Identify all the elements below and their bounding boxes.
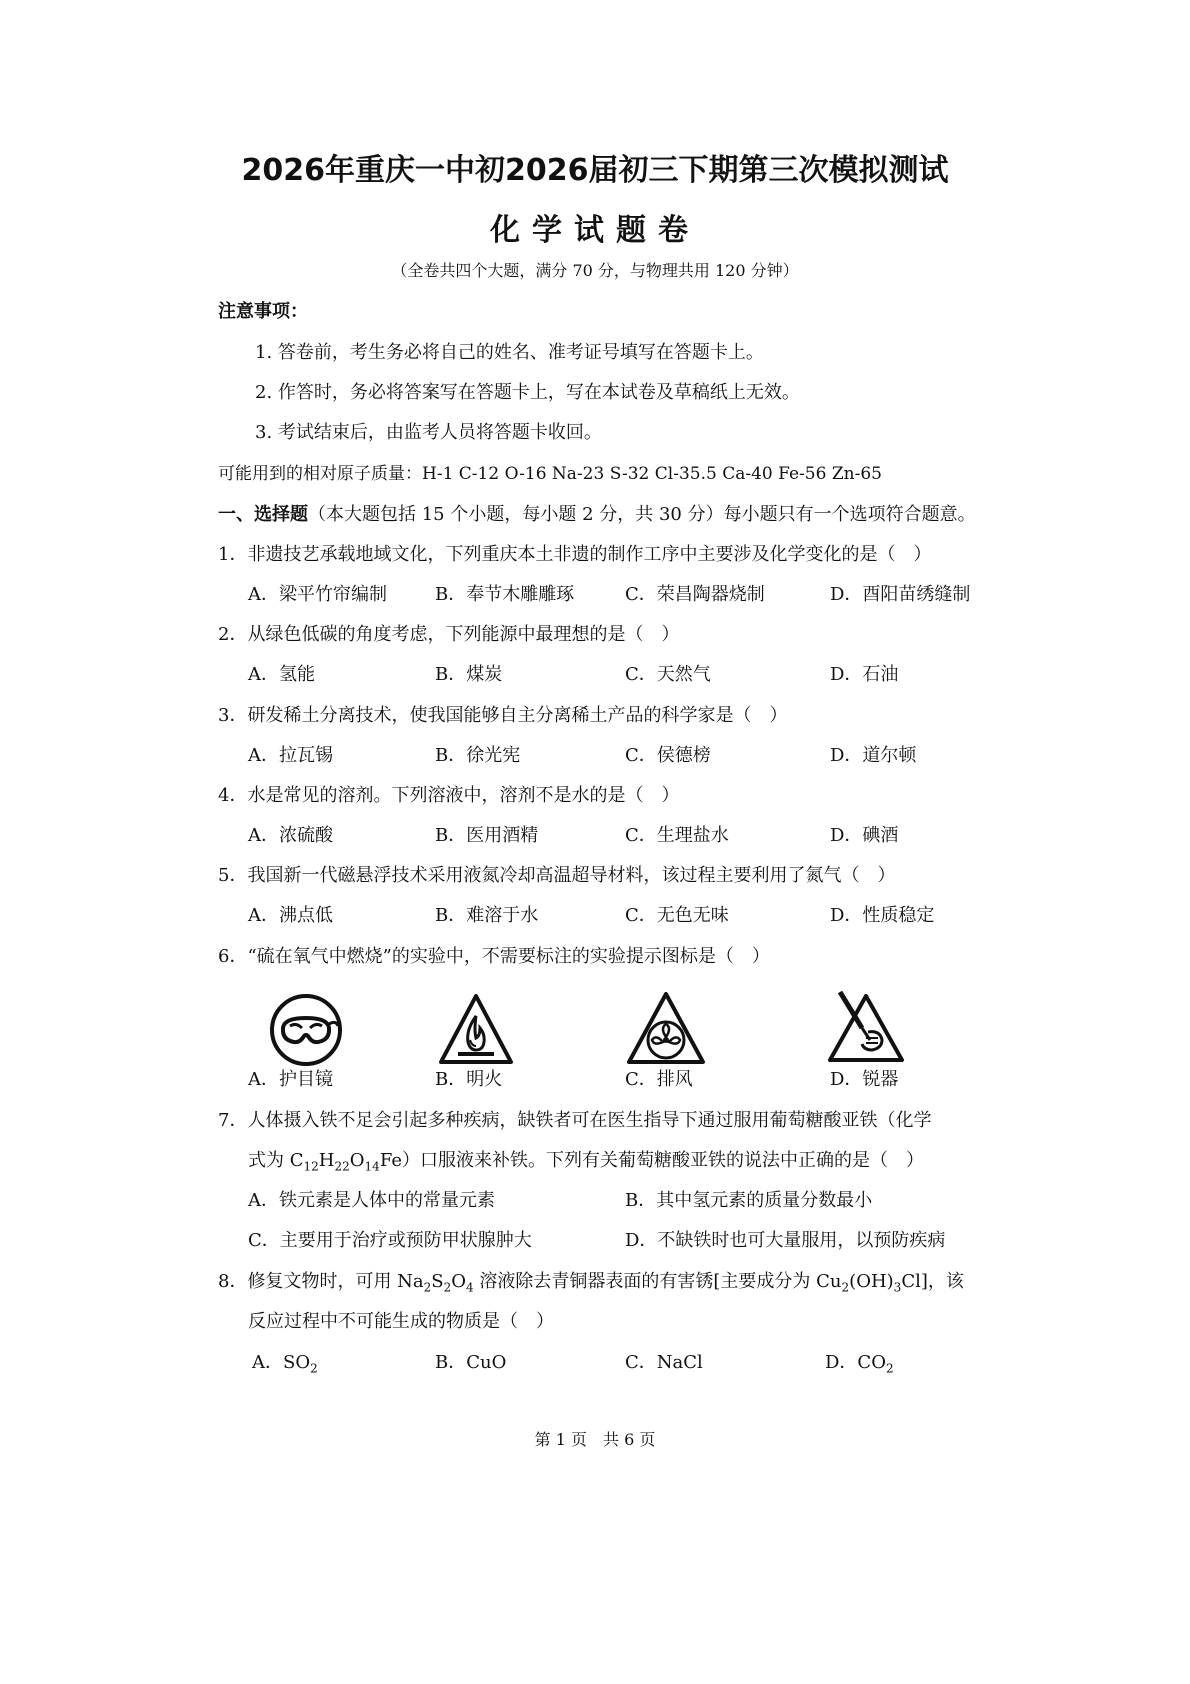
q2-option-a: A．氢能 bbox=[248, 664, 315, 685]
q8-option-b: B．CuO bbox=[435, 1352, 507, 1373]
q3-option-b: B．徐光宪 bbox=[435, 745, 521, 766]
question-5-stem: 5．我国新一代磁悬浮技术采用液氮冷却高温超导材料，该过程主要利用了氮气（ ） bbox=[218, 865, 896, 886]
q4-option-a: A．浓硫酸 bbox=[248, 825, 333, 846]
q7-text-post: ）口服液来补铁。下列有关葡萄糖酸亚铁的说法中正确的是（ ） bbox=[402, 1150, 924, 1171]
exam-title: 2026年重庆一中初2026届初三下期第三次模拟测试 bbox=[241, 153, 949, 188]
section-heading bbox=[218, 503, 976, 527]
q6-option-b: B．明火 bbox=[435, 1069, 503, 1090]
section-label: 一、选择题 bbox=[218, 504, 308, 525]
q5-option-a: A．沸点低 bbox=[248, 905, 333, 926]
q1-option-b: B．奉节木雕雕琢 bbox=[435, 584, 575, 605]
q8-option-a: A．$SO_2$ bbox=[252, 1352, 318, 1376]
goggles-icon bbox=[266, 990, 346, 1070]
q6-option-a: A．护目镜 bbox=[248, 1069, 333, 1090]
page-number: 第 1 页 共 6 页 bbox=[534, 1430, 656, 1449]
q4-option-d: D．碘酒 bbox=[830, 825, 899, 846]
q7-text-pre: 式为 bbox=[248, 1150, 290, 1171]
q7-option-b: B．其中氢元素的质量分数最小 bbox=[625, 1190, 873, 1211]
q5-option-b: B．难溶于水 bbox=[435, 905, 539, 926]
q2-option-c: C．天然气 bbox=[625, 664, 711, 685]
question-4-stem: 4．水是常见的溶剂。下列溶液中，溶剂不是水的是（ ） bbox=[218, 785, 680, 806]
notice-item: 2. 作答时，务必将答案写在答题卡上，写在本试卷及草稿纸上无效。 bbox=[255, 382, 800, 403]
exam-note: （全卷共四个大题，满分 70 分，与物理共用 120 分钟） bbox=[391, 261, 799, 280]
exam-subject: 化学试题卷 bbox=[490, 213, 700, 248]
question-1-stem: 1．非遗技艺承载地域文化，下列重庆本土非遗的制作工序中主要涉及化学变化的是（ ） bbox=[218, 544, 932, 565]
atomic-mass-line: 可能用到的相对原子质量：H-1 C-12 O-16 Na-23 S-32 Cl-35.5 Ca-40 Fe-56 Zn-65 bbox=[218, 464, 882, 484]
question-7-stem-line1: 7．人体摄入铁不足会引起多种疾病，缺铁者可在医生指导下通过服用葡萄糖酸亚铁（化学 bbox=[218, 1110, 932, 1131]
q3-option-a: A．拉瓦锡 bbox=[248, 745, 333, 766]
q8-option-c: C．NaCl bbox=[625, 1352, 703, 1373]
q7-option-a: A．铁元素是人体中的常量元素 bbox=[248, 1190, 495, 1211]
q7-formula: $C_{12}H_{22}O_{14}Fe$ bbox=[289, 1150, 402, 1174]
ventilation-fan-icon bbox=[626, 990, 706, 1070]
question-6-stem: 6．“硫在氧气中燃烧”的实验中，不需要标注的实验提示图标是（ ） bbox=[218, 946, 770, 967]
section-desc: （本大题包括 15 个小题，每小题 2 分，共 30 分）每小题只有一个选项符合题意。 bbox=[308, 504, 976, 525]
q6-option-d: D．锐器 bbox=[830, 1069, 899, 1090]
open-flame-icon bbox=[436, 990, 516, 1070]
q7-option-d: D．不缺铁时也可大量服用，以预防疾病 bbox=[625, 1230, 946, 1251]
q8-option-d: D．$CO_2$ bbox=[825, 1352, 894, 1376]
q3-option-c: C．侯德榜 bbox=[625, 745, 711, 766]
notice-heading: 注意事项： bbox=[218, 301, 308, 322]
question-2-stem: 2．从绿色低碳的角度考虑，下列能源中最理想的是（ ） bbox=[218, 624, 680, 645]
q1-option-d: D．酉阳苗绣缝制 bbox=[830, 584, 971, 605]
sharp-object-icon bbox=[826, 988, 906, 1068]
q3-option-d: D．道尔顿 bbox=[830, 745, 917, 766]
q2-option-d: D．石油 bbox=[830, 664, 899, 685]
q5-option-d: D．性质稳定 bbox=[830, 905, 935, 926]
q5-option-c: C．无色无味 bbox=[625, 905, 729, 926]
q1-option-c: C．荣昌陶器烧制 bbox=[625, 584, 765, 605]
notice-item: 1. 答卷前，考生务必将自己的姓名、准考证号填写在答题卡上。 bbox=[255, 342, 764, 363]
q6-option-c: C．排风 bbox=[625, 1069, 693, 1090]
question-7-stem-line2 bbox=[248, 1149, 924, 1179]
q7-option-c: C．主要用于治疗或预防甲状腺肿大 bbox=[248, 1230, 532, 1251]
q4-option-b: B．医用酒精 bbox=[435, 825, 539, 846]
q4-option-c: C．生理盐水 bbox=[625, 825, 729, 846]
question-8-stem-line2: 反应过程中不可能生成的物质是（ ） bbox=[248, 1311, 554, 1332]
notice-item: 3. 考试结束后，由监考人员将答题卡收回。 bbox=[255, 422, 602, 443]
question-8-stem-line1: 8．修复文物时，可用 $Na_2S_2O_4$ 溶液除去青铜器表面的有害锈[主要成分为 $Cu_2(OH)_3Cl$]，该 bbox=[218, 1271, 964, 1295]
q2-option-b: B．煤炭 bbox=[435, 664, 503, 685]
q1-option-a: A．梁平竹帘编制 bbox=[248, 584, 387, 605]
question-3-stem: 3．研发稀土分离技术，使我国能够自主分离稀土产品的科学家是（ ） bbox=[218, 705, 788, 726]
